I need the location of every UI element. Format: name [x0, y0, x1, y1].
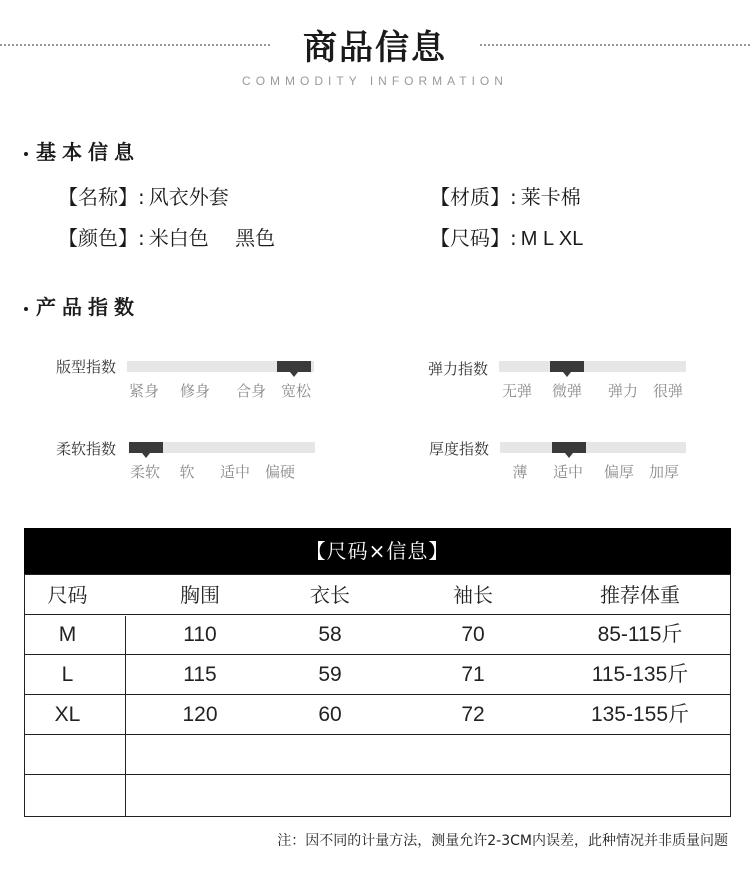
page-title: 商品信息 — [303, 28, 447, 68]
length-cell: 60 — [318, 703, 342, 726]
size-cell: M — [58, 623, 77, 646]
thickness-option: 薄 — [512, 463, 528, 481]
softness-index-bar — [129, 442, 315, 453]
material-value: 莱卡棉 — [520, 185, 581, 209]
sleeve-cell: 72 — [461, 703, 485, 726]
softness-option: 适中 — [219, 463, 251, 481]
thickness-option: 适中 — [552, 463, 584, 481]
chest-cell: 110 — [183, 623, 217, 646]
column-header: 胸围 — [180, 583, 220, 607]
size-cell: XL — [54, 703, 81, 726]
bullet-icon — [24, 152, 28, 156]
thickness-index-marker — [552, 442, 586, 453]
product-index-heading: 产品指数 — [24, 291, 140, 320]
fit-option: 修身 — [179, 382, 211, 400]
weight-cell: 135-155斤 — [590, 703, 690, 726]
thickness-index-label: 厚度指数 — [429, 440, 490, 458]
size-cell: L — [61, 663, 74, 686]
color-info — [58, 222, 275, 251]
size-table — [24, 574, 731, 817]
softness-index-marker — [129, 442, 163, 453]
table-row-empty — [25, 776, 730, 816]
elastic-option: 无弹 — [501, 382, 533, 400]
weight-cell: 85-115斤 — [597, 623, 683, 646]
footnote: 注：因不同的计量方法，测量允许2-3CM内误差，此种情况并非质量问题 — [277, 833, 728, 849]
weight-cell: 115-135斤 — [591, 663, 689, 686]
softness-index-label: 柔软指数 — [56, 440, 117, 458]
thickness-option: 加厚 — [648, 463, 680, 481]
page-subtitle: COMMODITY INFORMATION — [242, 74, 508, 88]
softness-option: 柔软 — [129, 463, 161, 481]
bullet-icon — [24, 307, 28, 311]
color-value: 米白色 黑色 — [148, 226, 276, 250]
material-info — [430, 181, 581, 210]
color-label: 【颜色】: — [58, 226, 145, 250]
column-header: 衣长 — [310, 583, 350, 607]
chest-cell: 120 — [182, 703, 218, 726]
chest-cell: 115 — [183, 663, 217, 686]
elastic-index-bar — [499, 361, 686, 372]
elastic-index-marker — [550, 361, 584, 372]
basic-info-heading: 基本信息 — [24, 136, 140, 165]
elastic-option: 弹力 — [607, 382, 639, 400]
size-table-title: 【尺码×信息】 — [24, 528, 731, 574]
size-info — [430, 222, 583, 251]
thickness-option: 偏厚 — [603, 463, 635, 481]
table-row — [25, 695, 730, 735]
name-value: 风衣外套 — [148, 185, 229, 209]
elastic-option: 微弹 — [551, 382, 583, 400]
column-header: 袖长 — [453, 583, 493, 607]
sleeve-cell: 71 — [461, 663, 485, 686]
fit-option: 紧身 — [128, 382, 160, 400]
elastic-option: 很弹 — [652, 382, 684, 400]
size-label: 【尺码】: — [430, 226, 517, 250]
size-value: M L XL — [520, 228, 584, 250]
name-info — [58, 181, 229, 210]
fit-option: 宽松 — [280, 382, 312, 400]
fit-index-bar — [127, 361, 314, 372]
table-row — [25, 615, 730, 655]
elastic-index-label: 弹力指数 — [428, 360, 489, 378]
table-header-row — [25, 575, 730, 615]
thickness-index-bar — [500, 442, 686, 453]
fit-option: 合身 — [235, 382, 267, 400]
name-label: 【名称】: — [58, 185, 145, 209]
sleeve-cell: 70 — [461, 623, 485, 646]
fit-index-marker — [277, 361, 311, 372]
material-label: 【材质】: — [430, 185, 517, 209]
length-cell: 58 — [318, 623, 342, 646]
fit-index-label: 版型指数 — [56, 358, 117, 376]
softness-option: 偏硬 — [264, 463, 296, 481]
length-cell: 59 — [318, 663, 342, 686]
table-row — [25, 655, 730, 695]
table-row-empty — [25, 735, 730, 775]
column-header: 尺码 — [47, 583, 88, 607]
column-header: 推荐体重 — [600, 583, 680, 607]
softness-option: 软 — [179, 463, 195, 481]
